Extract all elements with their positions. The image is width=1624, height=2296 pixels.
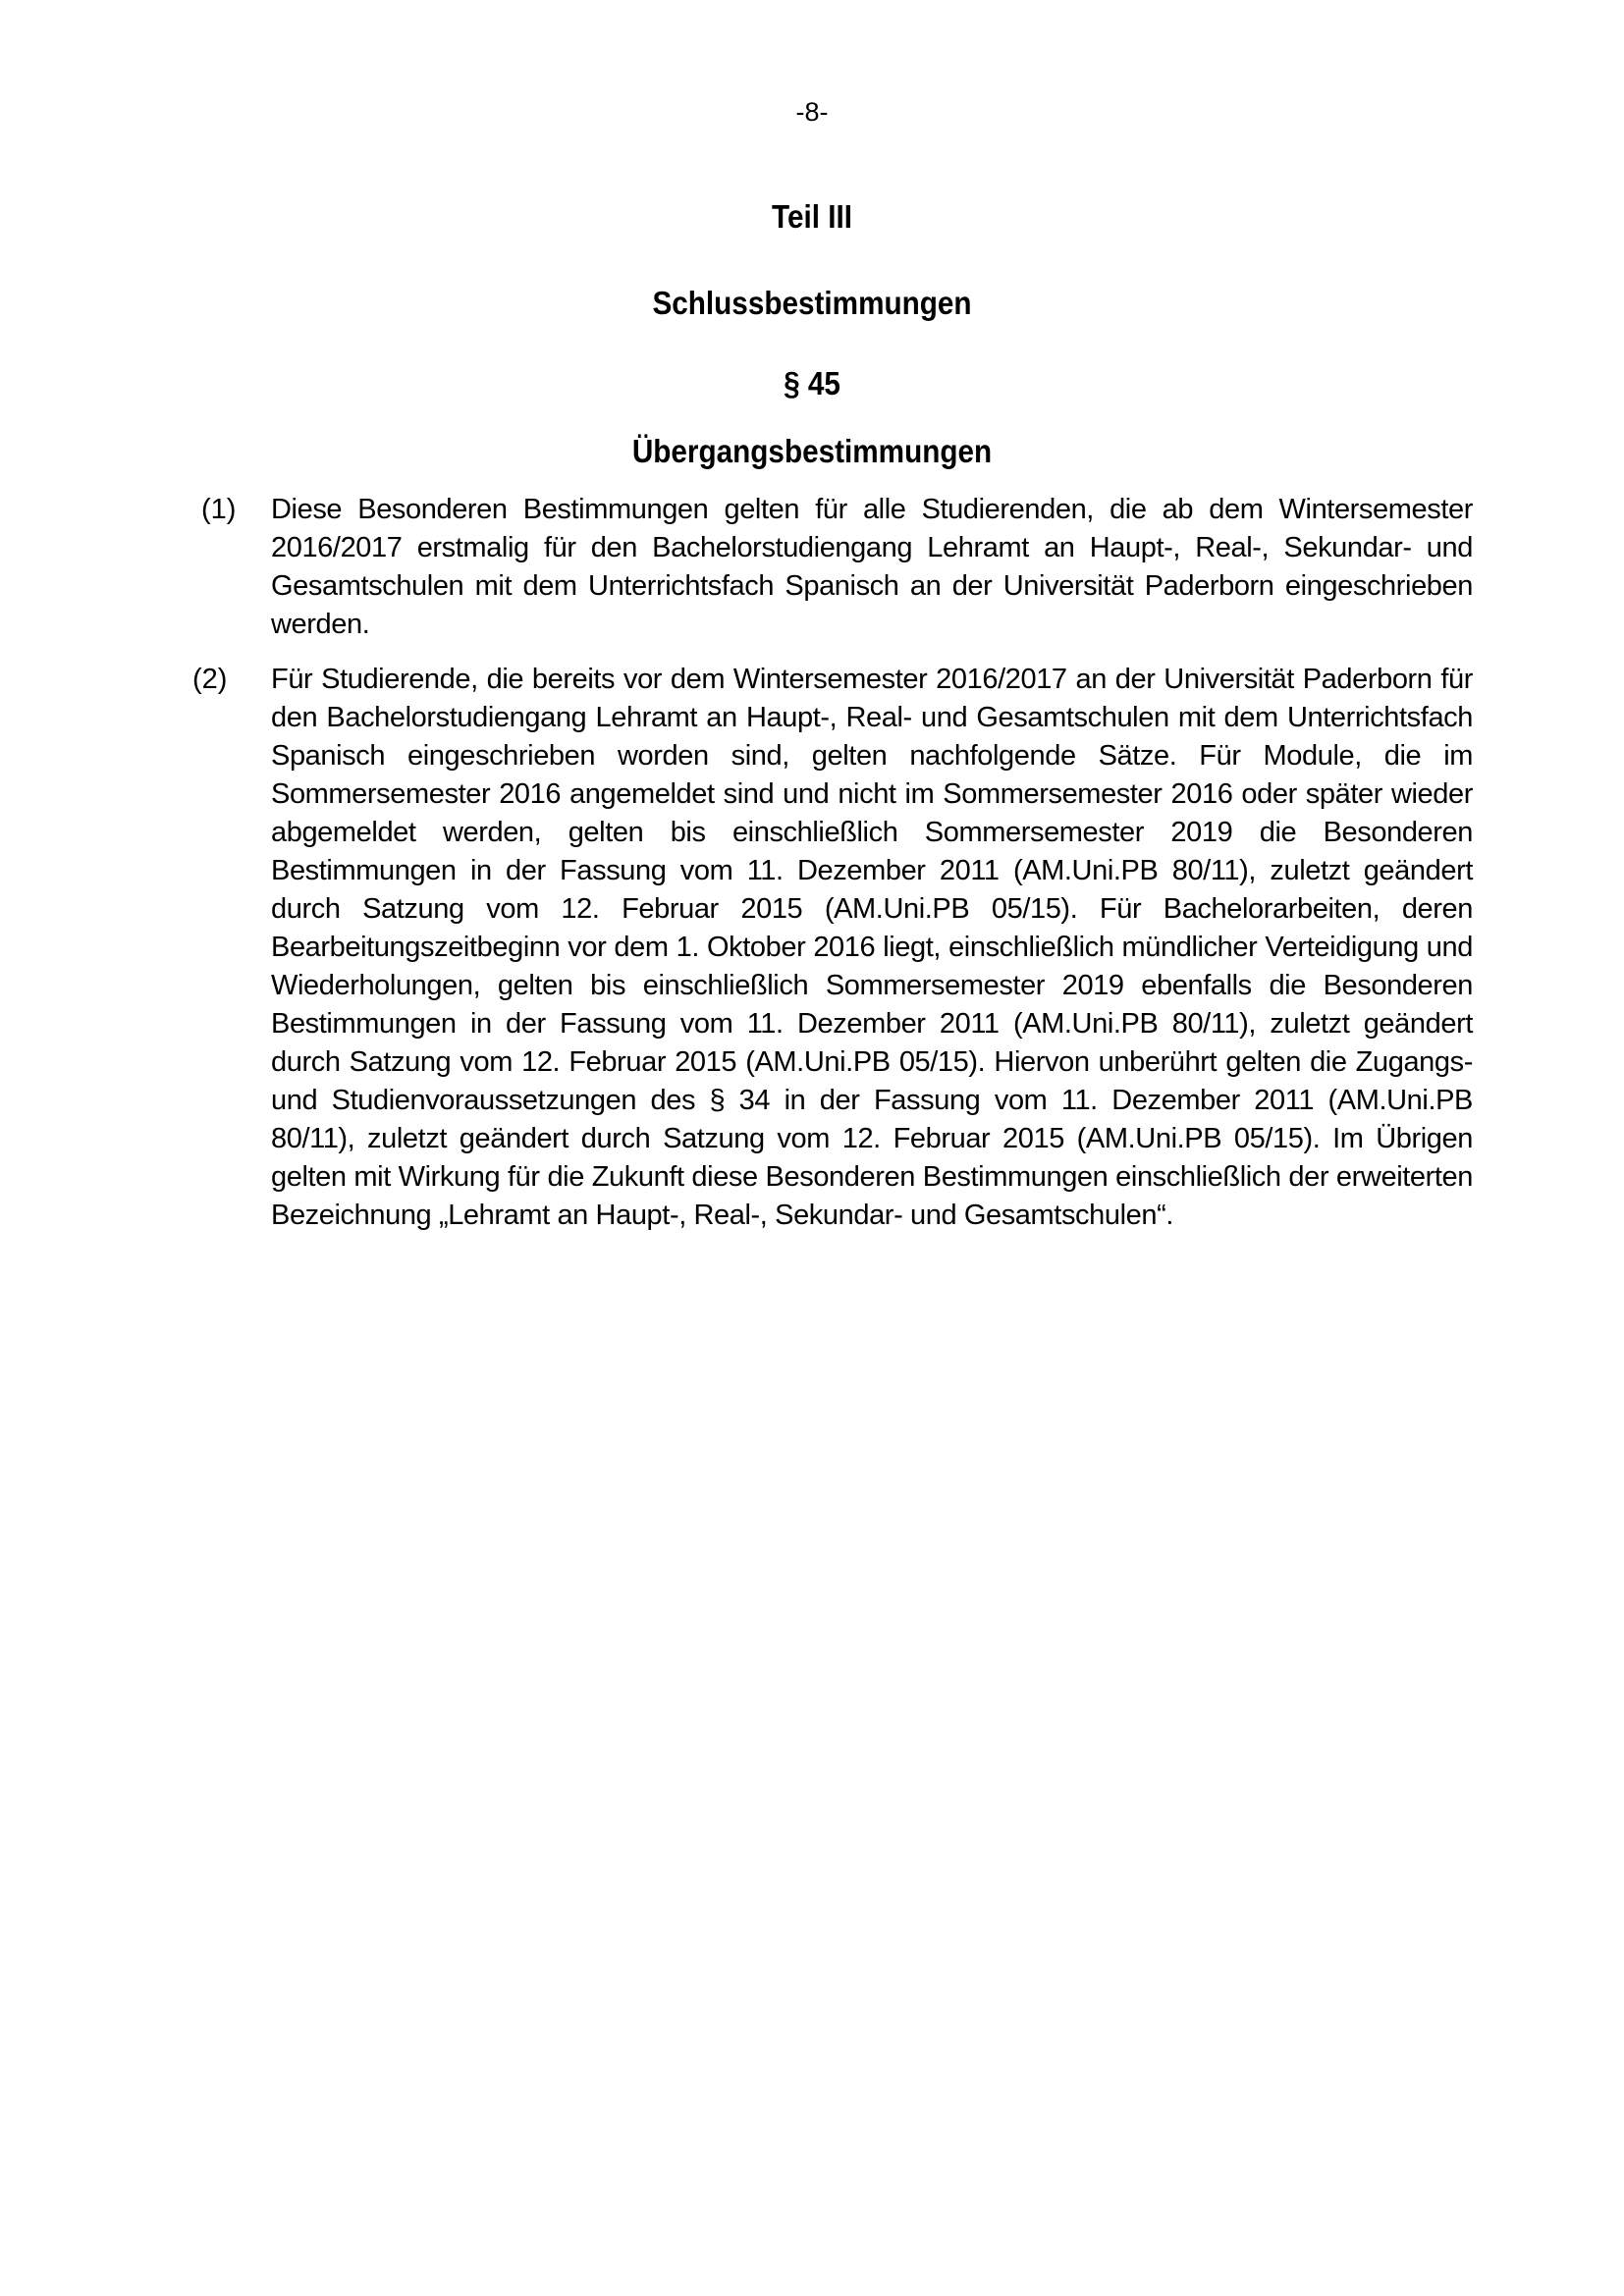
paragraph-number: § 45: [784, 365, 840, 401]
provision-text: Diese Besonderen Bestimmungen gelten für alle Studierenden, die ab dem Wintersemester 2016/2017 erstmalig für den Bachelorstudiengang Lehramt an Haupt-, Real-, Sekundar- und Gesamtschulen mit dem Unterrichtsfach Spanisch an der Universität Paderborn eingeschrieben werden.: [271, 494, 1473, 640]
provision-1: [187, 491, 1473, 644]
provision-number: (1): [201, 494, 237, 525]
provision-text: Für Studierende, die bereits vor dem Wintersemester 2016/2017 an der Universität Paderborn für den Bachelorstudiengang Lehramt an Haupt-, Real- und Gesamtschulen mit dem Unterrichtsfach Spanisch eingeschrieben worden sind, gelten nachfolgende Sätze. Für Module, die im Sommersemester 2016 angemeldet sind und nicht im Sommersemester 2016 oder später wieder abgemeldet werden, gelten bis einschließlich Sommersemester 2019 die Besonderen Bestimmungen in der Fassung vom 11. Dezember 2011 (AM.Uni.PB 80/11), zuletzt geändert durch Satzung vom 12. Februar 2015 (AM.Uni.PB 05/15). Für Bachelorarbeiten, deren Bearbeitungszeitbeginn vor dem 1. Oktober 2016 liegt, einschließlich mündlicher Verteidigung und Wiederholungen, gelten bis einschließlich Sommersemester 2019 ebenfalls die Besonderen Bestimmungen in der Fassung vom 11. Dezember 2011 (AM.Uni.PB 80/11), zuletzt geändert durch Satzung vom 12. Februar 2015 (AM.Uni.PB 05/15). Hiervon unberührt gelten die Zugangs- und Studienvoraussetzungen des § 34 in der Fassung vom 11. Dezember 2011 (AM.Uni.PB 80/11), zuletzt geändert durch Satzung vom 12. Februar 2015 (AM.Uni.PB 05/15). Im Übrigen gelten mit Wirkung für die Zukunft diese Besonderen Bestimmungen einschließlich der erweiterten Bezeichnung „Lehramt an Haupt-, Real-, Sekundar- und Gesamtschulen“.: [271, 664, 1473, 1231]
provision-number: (2): [192, 664, 228, 695]
part-heading: Teil III: [772, 198, 852, 235]
page-number: -8-: [795, 97, 829, 127]
provisions-list: [187, 491, 1473, 1252]
provision-2: [187, 661, 1473, 1235]
section-heading: Schlussbestimmungen: [652, 285, 972, 321]
paragraph-title: Übergangsbestimmungen: [631, 433, 993, 469]
